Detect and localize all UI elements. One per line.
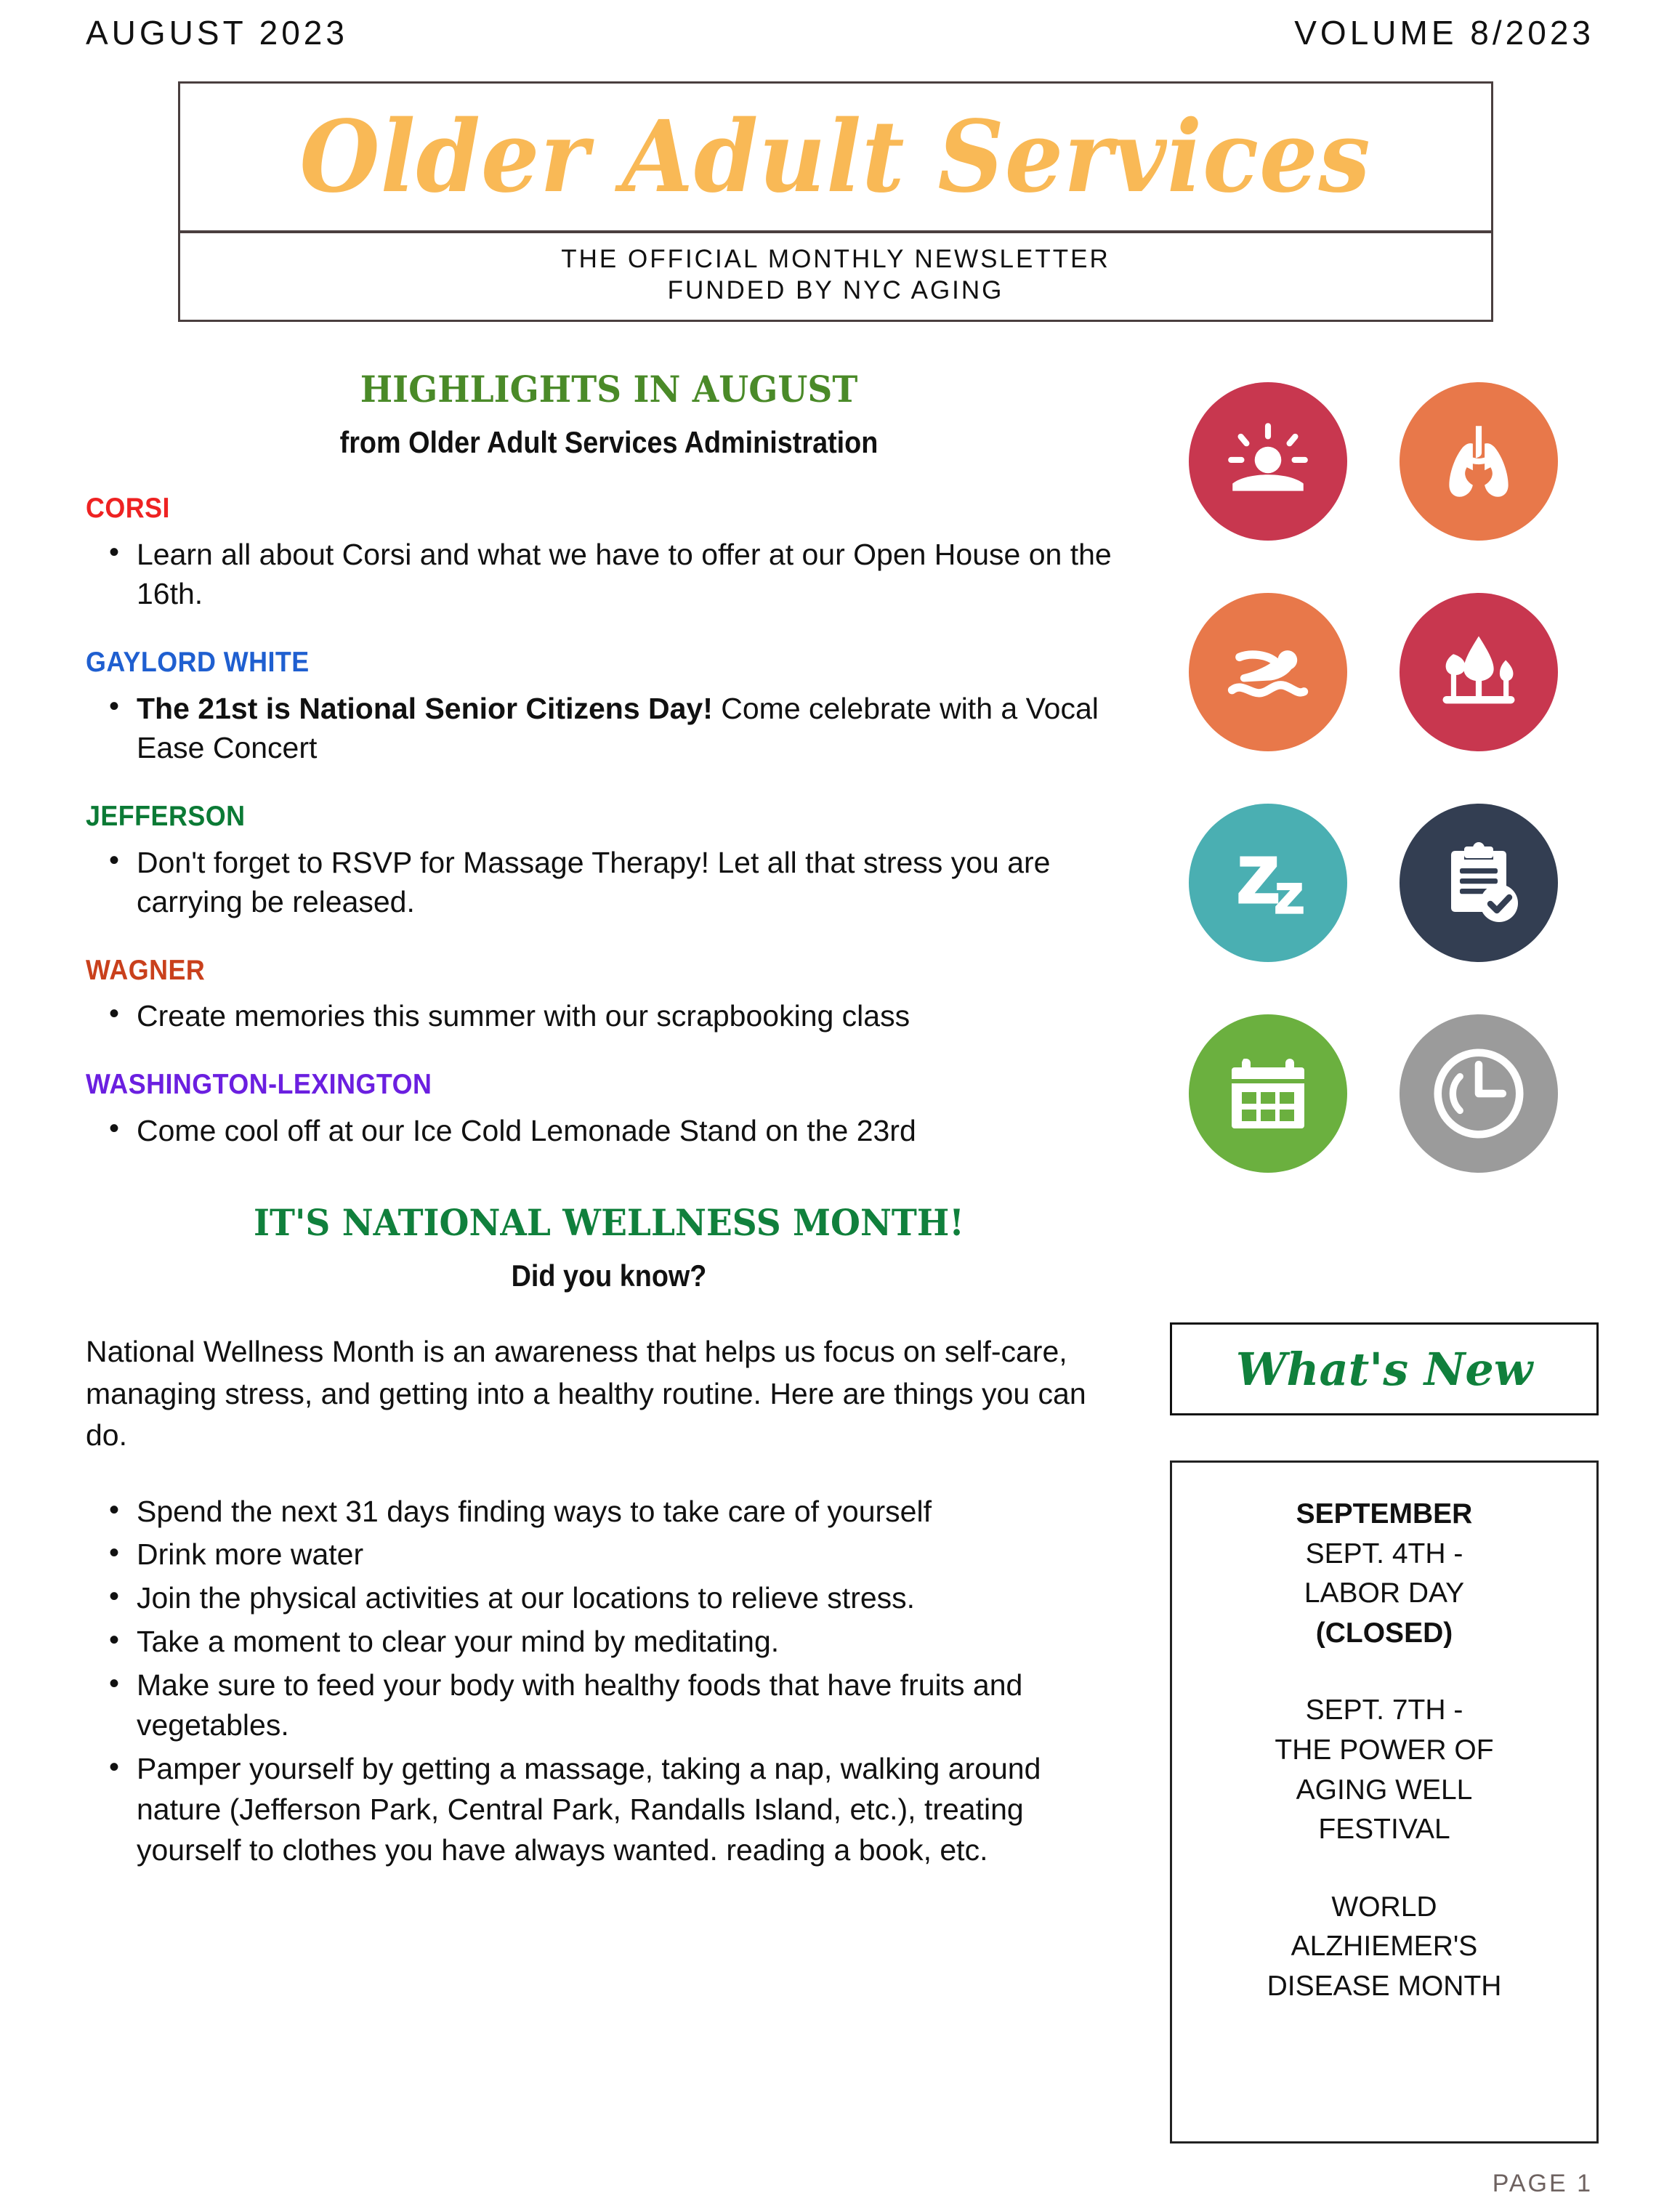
issue-meta-row: [86, 13, 1594, 52]
sleep-zz-icon: [1189, 804, 1347, 962]
location-name: JEFFERSON: [86, 800, 246, 832]
spacer: [1201, 1850, 1567, 1888]
masthead-title-bar: [180, 84, 1491, 233]
location-bullet: • Don't forget to RSVP for Massage Therapy! Let all that stress you are carrying be released.: [86, 843, 1132, 922]
clock-icon: [1400, 1014, 1558, 1173]
wellness-tip: • Pamper yourself by getting a massage, taking a nap, walking around nature (Jefferson Park, Central Park, Randalls Island, etc.), treating yourself to clothes you have always wanted. reading a book, etc.: [86, 1749, 1132, 1870]
location-block: [86, 955, 1132, 1036]
location-bullet-list: [86, 689, 1132, 768]
issue-date: AUGUST 2023: [86, 14, 348, 52]
location-bullet-list: [86, 996, 1132, 1036]
swimmer-icon: [1189, 593, 1347, 751]
masthead-subtitle-line-2: FUNDED BY NYC AGING: [667, 276, 1004, 305]
location-bullet-list: [86, 535, 1132, 614]
location-bullet: • The 21st is National Senior Citizens Day! Come celebrate with a Vocal Ease Concert: [86, 689, 1132, 768]
lungs-icon: [1400, 382, 1558, 541]
highlights-title: HIGHLIGHTS IN AUGUST: [360, 368, 858, 411]
location-name: WAGNER: [86, 954, 206, 986]
location-bullet: • Learn all about Corsi and what we have to offer at our Open House on the 16th.: [86, 535, 1132, 614]
location-bullet: • Create memories this summer with our scrapbooking class: [86, 996, 1132, 1036]
wellness-subtitle: Did you know?: [511, 1258, 707, 1293]
wellness-tip: • Drink more water: [86, 1535, 1132, 1575]
location-block: [86, 1070, 1132, 1150]
september-event-line: FESTIVAL: [1318, 1814, 1450, 1846]
september-event-line: WORLD: [1331, 1891, 1437, 1923]
location-block: [86, 647, 1132, 768]
september-event-group-1: [1201, 1535, 1567, 1654]
wellness-paragraph: National Wellness Month is an awareness that helps us focus on self-care, managing stress, and getting into a healthy routine. Here are things you can do.: [86, 1335, 1086, 1452]
wellness-tip: • Join the physical activities at our locations to relieve stress.: [86, 1578, 1132, 1619]
september-event-group-3: [1201, 1888, 1567, 2007]
september-event-line: SEPT. 4TH -: [1305, 1538, 1463, 1569]
september-event-line: AGING WELL: [1296, 1774, 1473, 1806]
september-event-line: LABOR DAY: [1304, 1577, 1465, 1609]
wellness-tip: • Spend the next 31 days finding ways to take care of yourself: [86, 1492, 1132, 1532]
whats-new-title: What's New: [1235, 1342, 1533, 1396]
wellness-tip: • Take a moment to clear your mind by meditating.: [86, 1622, 1132, 1662]
masthead-subtitle-line-1: THE OFFICIAL MONTHLY NEWSLETTER: [561, 245, 1110, 273]
wellness-icon-grid: [1177, 371, 1613, 1184]
sunrise-icon: [1189, 382, 1347, 541]
wellness-tip: • Make sure to feed your body with healthy foods that have fruits and vegetables.: [86, 1665, 1132, 1747]
september-event-line: THE POWER OF: [1275, 1734, 1494, 1766]
whats-new-box: [1170, 1322, 1599, 1415]
issue-volume: VOLUME 8/2023: [1294, 14, 1594, 52]
locations-list: [86, 493, 1132, 1151]
right-column: [1163, 371, 1613, 2198]
september-event-group-2: [1201, 1691, 1567, 1849]
location-name: WASHINGTON-LEXINGTON: [86, 1068, 432, 1100]
location-name: GAYLORD WHITE: [86, 646, 310, 678]
september-event-line: DISEASE MONTH: [1267, 1970, 1502, 2002]
september-month-label: SEPTEMBER: [1296, 1498, 1473, 1530]
wellness-title: IT'S NATIONAL WELLNESS MONTH!: [254, 1201, 964, 1245]
left-column: [86, 368, 1132, 1873]
wellness-tips-list: [86, 1492, 1132, 1871]
page-number: PAGE 1: [1492, 2170, 1593, 2197]
september-event-line: SEPT. 7TH -: [1305, 1694, 1463, 1726]
trees-icon: [1400, 593, 1558, 751]
location-bullet-list: [86, 1111, 1132, 1151]
masthead: [178, 81, 1493, 322]
september-events-box: [1170, 1460, 1599, 2144]
september-event-line: (CLOSED): [1315, 1617, 1453, 1649]
calendar-icon: [1189, 1014, 1347, 1173]
location-block: [86, 493, 1132, 614]
location-name: CORSI: [86, 492, 170, 524]
highlights-subtitle: from Older Adult Services Administration: [339, 424, 879, 459]
location-bullet-list: [86, 843, 1132, 922]
newsletter-title: Older Adult Services: [299, 99, 1372, 215]
spacer: [1201, 1653, 1567, 1691]
clipboard-check-icon: [1400, 804, 1558, 962]
masthead-subtitle: [180, 233, 1491, 320]
location-bullet: • Come cool off at our Ice Cold Lemonade Stand on the 23rd: [86, 1111, 1132, 1151]
september-event-line: ALZHIEMER'S: [1291, 1931, 1478, 1963]
location-block: [86, 801, 1132, 922]
